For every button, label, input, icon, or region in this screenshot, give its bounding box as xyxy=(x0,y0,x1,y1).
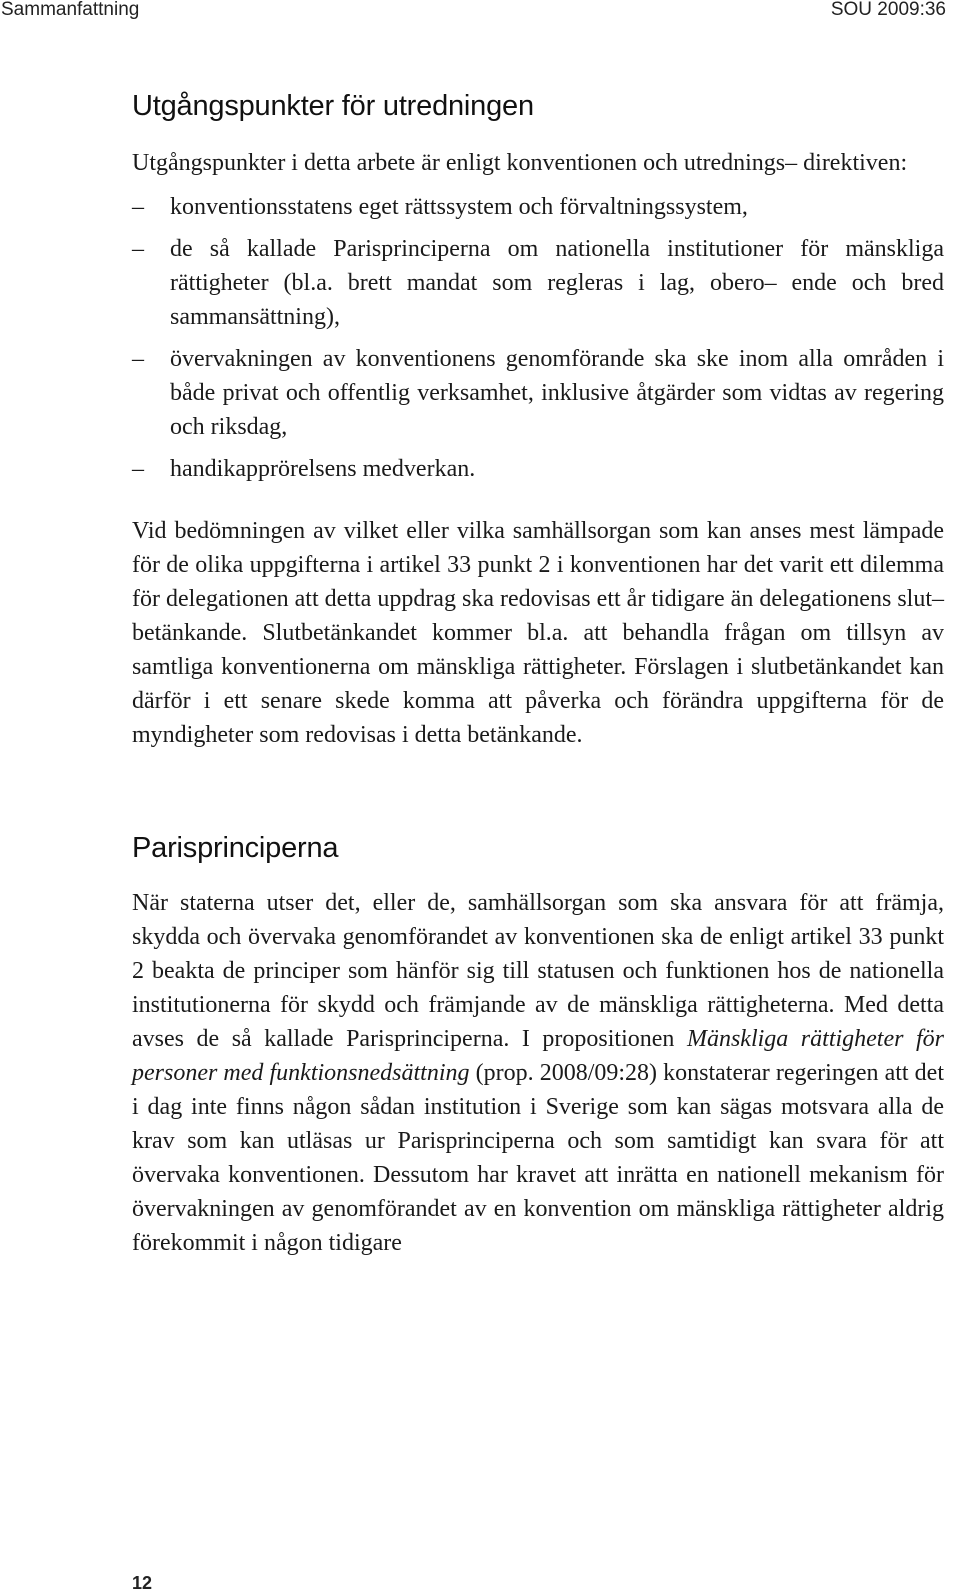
list-item xyxy=(132,232,944,334)
assessment-paragraph: Vid bedömningen av vilket eller vilka samhällsorgan som kan anses mest lämpade för de olika uppgifterna i artikel 33 punkt 2 i konventionen har det varit ett dilemma för delegationen att detta uppdrag ska redovisas ett år tidigare än delegationens slut– betänkande. Slutbetänkandet kommer bl.a. att behandla frågan om tillsyn av samtliga konventionerna om mänskliga rättigheter. Förslagen i slutbetänkandet kan därför i ett senare skede komma att påverka och förändra uppgifterna för de myndigheter som redovisas i detta betänkande. xyxy=(132,518,944,748)
list-item xyxy=(132,452,944,486)
list-item-text: övervakningen av konventionens genomförande ska ske inom alla områden i både privat och offentlig verksamhet, inklusive åtgärder som vidtas av regering och riksdag, xyxy=(170,346,944,440)
dash-bullet: – xyxy=(132,194,144,220)
section-heading-utgangspunkter: Utgångspunkter för utredningen xyxy=(132,90,534,122)
list-item-text: de så kallade Parisprinciperna om nationella institutioner för mänskliga rättigheter (bl.a. brett mandat som regleras i lag, obero– ende och bred sammansättning), xyxy=(170,236,944,330)
header-report-id: SOU 2009:36 xyxy=(830,0,946,20)
list-item xyxy=(132,342,944,444)
section-heading-parisprinciperna: Parisprinciperna xyxy=(132,832,339,864)
list-item-text: handikapprörelsens medverkan. xyxy=(170,456,476,482)
dash-bullet: – xyxy=(132,236,144,262)
parisprinciperna-paragraph xyxy=(132,886,944,1260)
intro-paragraph: Utgångspunkter i detta arbete är enligt konventionen och utrednings– direktiven: xyxy=(132,150,908,176)
page-content xyxy=(132,86,944,1260)
dash-bullet: – xyxy=(132,346,144,372)
page-number: 12 xyxy=(132,1573,153,1593)
list-item-text: konventionsstatens eget rättssystem och förvaltningssystem, xyxy=(170,194,748,220)
running-header xyxy=(0,0,960,24)
paragraph-text-before: När staterna utser det, eller de, samhällsorgan som ska ansvara för att främja, skydda och övervaka genomförandet av konventionen ska de enligt artikel 33 punkt 2 beakta de principer som hänför sig till statusen och funktionen hos de nationella institutionerna för skydd och främjande av de mänskliga rättigheterna. Med detta avses de så kallade Parisprinciperna. I propositionen xyxy=(132,890,944,1052)
dash-bullet: – xyxy=(132,456,144,482)
paragraph-text-after: (prop. 2008/09:28) konstaterar regeringen att det i dag inte finns någon sådan institution i Sverige som kan sägas motsvara alla de krav som kan utläsas ur Parisprinciperna och som samtidigt kan svara för att övervaka konventionen. Dessutom har kravet att inrätta en nationell mekanism för övervakningen av genomförandet av en konvention om mänskliga rättigheter aldrig förekommit i någon tidigare xyxy=(132,1060,944,1256)
proposition-title: Mänskliga rättigheter för personer med funktionsnedsättning xyxy=(132,1026,945,1086)
premises-list xyxy=(132,190,944,486)
list-item xyxy=(132,190,944,224)
header-section-name: Sammanfattning xyxy=(1,0,140,20)
